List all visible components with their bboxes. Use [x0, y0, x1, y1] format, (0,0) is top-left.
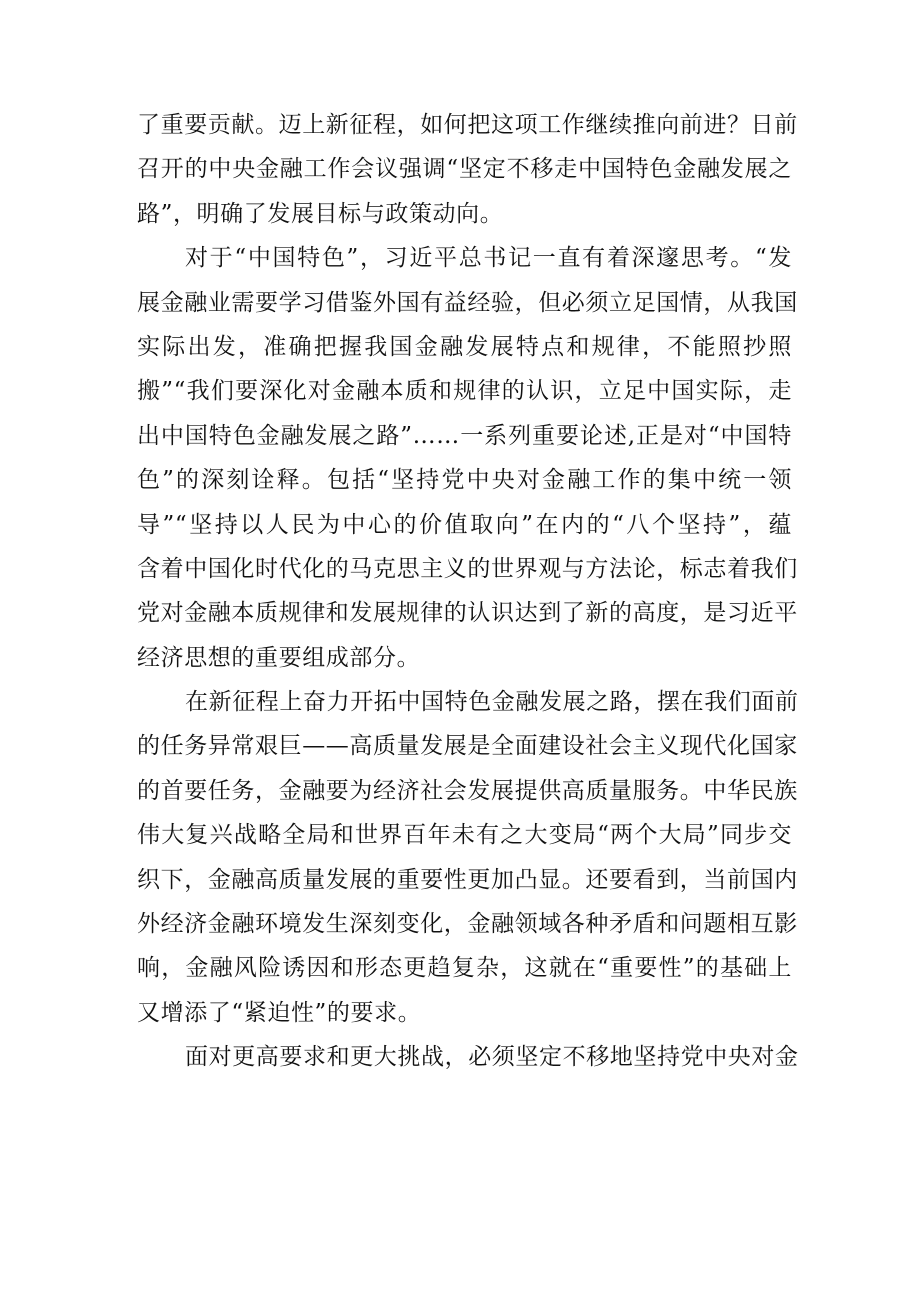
text-line: 的任务异常艰巨——高质量发展是全面建设社会主义现代化国家 [137, 733, 798, 760]
text-line: 响，金融风险诱因和形态更趋复杂，这就在“重要性”的基础上 [137, 955, 792, 982]
text-line: 含着中国化时代化的马克思主义的世界观与方法论，标志着我们 [137, 555, 798, 582]
text-line: 了重要贡献。迈上新征程，如何把这项工作继续推向前进？日前 [137, 112, 798, 138]
text-line: 织下，金融高质量发展的重要性更加凸显。还要看到，当前国内 [137, 866, 798, 893]
text-line: 色”的深刻诠释。包括“坚持党中央对金融工作的集中统一领 [137, 467, 792, 494]
text-line: 召开的中央金融工作会议强调“坚定不移走中国特色金融发展之 [137, 156, 792, 183]
text-line: 展金融业需要学习借鉴外国有益经验，但必须立足国情，从我国 [137, 289, 798, 316]
document-body [137, 103, 799, 1080]
text-line: 实际出发，准确把握我国金融发展特点和规律，不能照抄照 [137, 333, 792, 360]
paragraph-first-line: 面对更高要求和更大挑战，必须坚定不移地坚持党中央对金 [185, 1044, 799, 1071]
text-line: 的首要任务，金融要为经济社会发展提供高质量服务。中华民族 [137, 777, 798, 804]
paragraph-last-line: 又增添了“紧迫性”的要求。 [137, 999, 422, 1026]
text-line: 党对金融本质规律和发展规律的认识达到了新的高度，是习近平 [137, 600, 798, 627]
paragraph-last-line: 经济思想的重要组成部分。 [137, 644, 421, 671]
text-line: 搬”“我们要深化对金融本质和规律的认识，立足中国实际，走 [137, 378, 792, 405]
text-line: 外经济金融环境发生深刻变化，金融领域各种矛盾和问题相互影 [137, 911, 798, 938]
text-line: 伟大复兴战略全局和世界百年未有之大变局“两个大局”同步交 [137, 822, 792, 849]
text-line: 导”“坚持以人民为中心的价值取向”在内的“八个坚持”，蕴 [137, 511, 792, 538]
paragraph-first-line: 在新征程上奋力开拓中国特色金融发展之路，摆在我们面前 [185, 689, 799, 716]
paragraph-first-line: 对于“中国特色”，习近平总书记一直有着深邃思考。“发 [185, 245, 792, 272]
paragraph-last-line: 路”，明确了发展目标与政策动向。 [137, 200, 504, 227]
text-line: 出中国特色金融发展之路”……一系列重要论述,正是对“中国特 [137, 422, 792, 449]
